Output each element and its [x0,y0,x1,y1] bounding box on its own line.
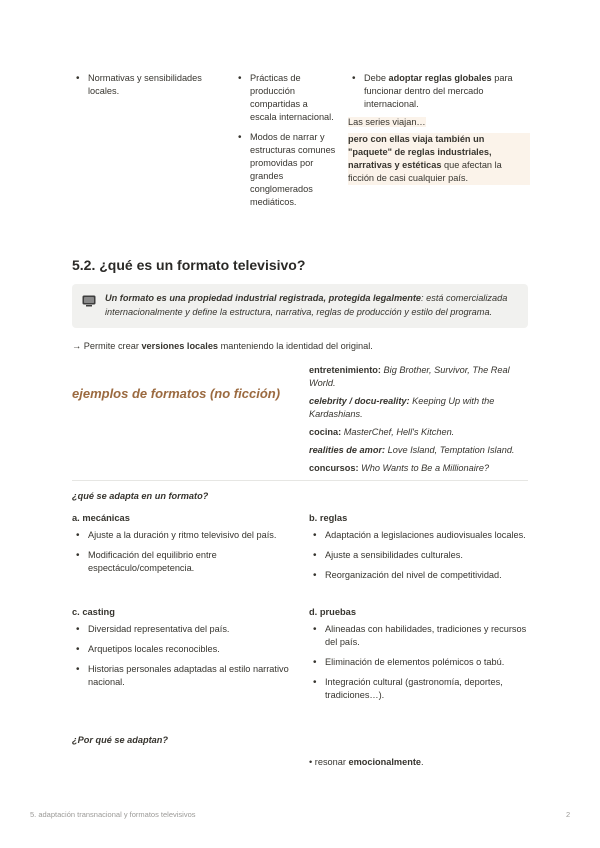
bullet-list [72,529,292,575]
adapta-b [309,513,529,589]
example-value: Keeping Up with the Kardashians. [309,396,495,419]
bullet-list [309,623,529,702]
list-item: • Alineadas con habilidades, tradiciones y recursos del país. [309,623,529,649]
porque-question: ¿Por qué se adaptan? [72,735,168,745]
list-item: • Arquetipos locales reconocibles. [72,643,292,656]
section-title: 5.2. ¿qué es un formato televisivo? [72,257,306,273]
porque-answer: • resonar emocionalmente. [309,757,424,767]
list-item: • Prácticas de producción compartidas a escala internacional. [234,72,336,124]
example-label: concursos: [309,463,359,473]
footer-text: 5. adaptación transnacional y formatos televisivos [30,810,196,819]
list-item: • Integración cultural (gastronomía, deportes, tradiciones…). [309,676,529,702]
highlight-text-2: pero con ellas viaja también un "paquete" de reglas industriales, narrativas y estéticas que afectan la ficción de casi cualquier país. [348,133,530,185]
example-item [309,444,529,457]
bullet-list [72,623,292,689]
subheading: a. mecánicas [72,513,130,523]
list-item: • Modificación del equilibrio entre espectáculo/competencia. [72,549,292,575]
example-value: Big Brother, Survivor, The Real World. [309,365,510,388]
subheading: b. reglas [309,513,348,523]
example-item [309,364,529,390]
list-item: • Normativas y sensibilidades locales. [72,72,232,98]
example-value: MasterChef, Hell's Kitchen. [341,427,455,437]
adapta-d [309,607,529,709]
bullet-list [72,72,232,98]
example-label: entretenimiento: [309,365,381,375]
adapta-question: ¿qué se adapta en un formato? [72,491,209,501]
definition-callout [72,284,528,328]
examples-list [309,364,529,480]
adapta-a [72,513,292,582]
subheading: d. pruebas [309,607,357,617]
bullet-list [348,72,530,111]
permite-text: → Permite crear versiones locales manteniendo la identidad del original. [72,341,373,351]
example-item [309,395,529,421]
tv-icon [82,294,96,306]
list-item: • Adaptación a legislaciones audiovisuales locales. [309,529,529,542]
callout-text: Un formato es una propiedad industrial registrada, protegida legalmente: está comercializada internacionalmente y define la estructura, narrativa, reglas de producción y estilo del programa. [105,293,508,317]
adapta-c [72,607,292,696]
example-item [309,462,529,475]
examples-title: ejemplos de formatos (no ficción) [72,386,281,401]
list-item: • Diversidad representativa del país. [72,623,292,636]
subheading: c. casting [72,607,115,617]
list-item: • Historias personales adaptadas al estilo narrativo nacional. [72,663,292,689]
list-item: • Debe adoptar reglas globales para funcionar dentro del mercado internacional. [348,72,530,111]
example-value: Who Wants to Be a Millionaire? [358,463,490,473]
highlight-text-1: Las series viajan… [348,117,426,127]
page-number: 2 [566,810,571,819]
bullet-list [309,529,529,582]
bullet-list [234,72,336,209]
top-column-3 [348,72,530,185]
example-label: cocina: [309,427,342,437]
example-label: celebrity / docu-reality: [309,396,410,406]
list-item: • Reorganización del nivel de competitividad. [309,569,529,582]
list-item: • Eliminación de elementos polémicos o tabú. [309,656,529,669]
top-column-1 [72,72,232,105]
divider [72,480,528,481]
example-item [309,426,529,439]
list-item: • Modos de narrar y estructuras comunes promovidas por grandes conglomerados mediáticos. [234,131,336,209]
example-label: realities de amor: [309,445,386,455]
list-item: • Ajuste a la duración y ritmo televisivo del país. [72,529,292,542]
top-column-2 [234,72,336,216]
list-item: • Ajuste a sensibilidades culturales. [309,549,529,562]
example-value: Love Island, Temptation Island. [385,445,515,455]
